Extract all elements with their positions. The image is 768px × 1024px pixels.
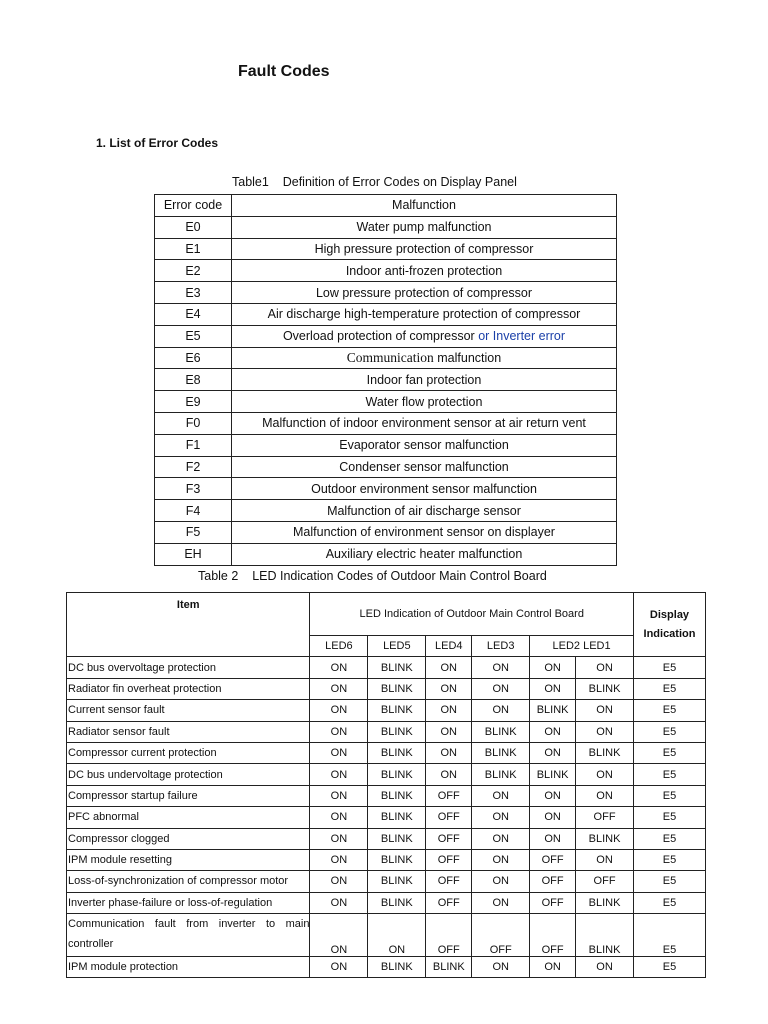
led-state-cell: ON — [472, 849, 530, 870]
table-row — [67, 871, 706, 892]
table-row — [67, 742, 706, 763]
table-row — [67, 700, 706, 721]
error-code: F3 — [155, 478, 232, 500]
table-row — [155, 478, 617, 500]
led-state-cell: ON — [530, 678, 576, 699]
display-indication-cell: E5 — [634, 957, 706, 978]
led-state-cell: OFF — [530, 914, 576, 957]
table-row — [67, 828, 706, 849]
led-state-cell: BLINK — [368, 678, 426, 699]
led-state-cell: ON — [310, 700, 368, 721]
table-row — [155, 434, 617, 456]
led-state-cell: ON — [426, 678, 472, 699]
led-state-cell: ON — [576, 785, 634, 806]
display-indication-cell: E5 — [634, 892, 706, 913]
led-state-cell: ON — [530, 721, 576, 742]
display-indication-cell: E5 — [634, 785, 706, 806]
led-state-cell: OFF — [426, 914, 472, 957]
led-state-cell: ON — [472, 807, 530, 828]
header-led5: LED5 — [368, 636, 426, 657]
display-indication-cell: E5 — [634, 849, 706, 870]
led-state-cell: OFF — [426, 871, 472, 892]
error-code: F2 — [155, 456, 232, 478]
led-state-cell: ON — [472, 657, 530, 678]
led-state-cell: ON — [576, 657, 634, 678]
error-code: E5 — [155, 325, 232, 347]
led-state-cell: ON — [426, 764, 472, 785]
table-row — [155, 456, 617, 478]
led-state-cell: ON — [576, 849, 634, 870]
led-state-cell: ON — [576, 721, 634, 742]
display-indication-cell: E5 — [634, 871, 706, 892]
table-row — [67, 807, 706, 828]
error-code: F1 — [155, 434, 232, 456]
led-state-cell: ON — [530, 807, 576, 828]
led-state-cell: BLINK — [576, 828, 634, 849]
led-state-cell: ON — [472, 785, 530, 806]
display-indication-cell: E5 — [634, 828, 706, 849]
led-state-cell: OFF — [530, 871, 576, 892]
led-state-cell: BLINK — [576, 914, 634, 957]
header-led6: LED6 — [310, 636, 368, 657]
led-state-cell: ON — [310, 721, 368, 742]
led-state-cell: ON — [310, 807, 368, 828]
led-state-cell: OFF — [426, 849, 472, 870]
malfunction-text: malfunction — [433, 350, 502, 365]
led-state-cell: ON — [310, 678, 368, 699]
header-led4: LED4 — [426, 636, 472, 657]
led-state-cell: ON — [530, 785, 576, 806]
led-state-cell: ON — [310, 871, 368, 892]
display-indication-cell: E5 — [634, 764, 706, 785]
malfunction: Air discharge high-temperature protection of compressor — [232, 303, 617, 325]
error-code: E0 — [155, 216, 232, 238]
item-cell: Inverter phase-failure or loss-of-regulation — [67, 892, 310, 913]
led-state-cell: ON — [310, 892, 368, 913]
led-state-cell: ON — [310, 742, 368, 763]
display-indication-cell: E5 — [634, 700, 706, 721]
table-row — [155, 412, 617, 434]
header-led-group: LED Indication of Outdoor Main Control Board — [310, 593, 634, 636]
header-led3: LED3 — [472, 636, 530, 657]
led-state-cell: ON — [310, 657, 368, 678]
error-code: E9 — [155, 391, 232, 413]
led-state-cell: ON — [426, 721, 472, 742]
table-row — [67, 849, 706, 870]
item-cell: DC bus overvoltage protection — [67, 657, 310, 678]
table-row — [67, 957, 706, 978]
table-row — [67, 785, 706, 806]
led-state-cell: ON — [576, 764, 634, 785]
malfunction: Evaporator sensor malfunction — [232, 434, 617, 456]
item-cell: Radiator fin overheat protection — [67, 678, 310, 699]
malfunction — [232, 347, 617, 369]
item-cell: Compressor clogged — [67, 828, 310, 849]
error-code-table — [154, 194, 617, 566]
item-text-continued: controller — [68, 938, 114, 951]
section-heading: 1. List of Error Codes — [96, 136, 219, 150]
malfunction-text: Overload protection of compressor — [282, 329, 479, 344]
malfunction: Indoor anti-frozen protection — [232, 260, 617, 282]
error-code: F5 — [155, 521, 232, 543]
table-row — [67, 764, 706, 785]
item-cell — [67, 914, 310, 957]
table-row — [155, 391, 617, 413]
display-indication-cell: E5 — [634, 721, 706, 742]
table-row — [155, 369, 617, 391]
table-row — [155, 521, 617, 543]
header-error-code: Error code — [155, 195, 232, 217]
table-row — [155, 347, 617, 369]
display-indication-cell: E5 — [634, 657, 706, 678]
table-row — [155, 282, 617, 304]
led-state-cell: ON — [426, 700, 472, 721]
led-state-cell: OFF — [426, 892, 472, 913]
malfunction: Low pressure protection of compressor — [232, 282, 617, 304]
item-text: Communication fault from inverter to main — [68, 918, 310, 931]
malfunction: High pressure protection of compressor — [232, 238, 617, 260]
table-row — [67, 721, 706, 742]
item-cell: Loss-of-synchronization of compressor motor — [67, 871, 310, 892]
led-table-body — [67, 657, 706, 978]
led-state-cell: OFF — [426, 828, 472, 849]
led-state-cell: ON — [310, 914, 368, 957]
led-state-cell: BLINK — [426, 957, 472, 978]
item-cell: DC bus undervoltage protection — [67, 764, 310, 785]
led-state-cell: BLINK — [368, 657, 426, 678]
header-item: Item — [67, 593, 310, 657]
item-cell: Compressor startup failure — [67, 785, 310, 806]
led-state-cell: ON — [310, 828, 368, 849]
item-cell: IPM module protection — [67, 957, 310, 978]
header-display-indication — [634, 593, 706, 657]
header-display-line2: Indication — [643, 627, 696, 640]
led-state-cell: ON — [472, 700, 530, 721]
table-row — [155, 216, 617, 238]
led-state-cell: OFF — [472, 914, 530, 957]
malfunction: Malfunction of environment sensor on displayer — [232, 521, 617, 543]
table-row — [155, 238, 617, 260]
malfunction — [232, 325, 617, 347]
table2-caption: Table 2 LED Indication Codes of Outdoor Main Control Board — [198, 569, 547, 583]
led-state-cell: ON — [426, 657, 472, 678]
error-code: F0 — [155, 412, 232, 434]
malfunction-extra: or Inverter error — [478, 329, 566, 344]
table-row — [155, 303, 617, 325]
led-state-cell: OFF — [426, 807, 472, 828]
error-code: E6 — [155, 347, 232, 369]
table-row — [67, 678, 706, 699]
led-state-cell: BLINK — [368, 957, 426, 978]
led-state-cell: BLINK — [368, 700, 426, 721]
malfunction: Malfunction of air discharge sensor — [232, 500, 617, 522]
display-indication-cell: E5 — [634, 742, 706, 763]
led-state-cell: BLINK — [368, 764, 426, 785]
table-row — [67, 657, 706, 678]
item-cell: IPM module resetting — [67, 849, 310, 870]
led-state-cell: BLINK — [576, 742, 634, 763]
led-state-cell: ON — [576, 700, 634, 721]
malfunction: Auxiliary electric heater malfunction — [232, 543, 617, 565]
led-state-cell: BLINK — [368, 785, 426, 806]
led-state-cell: ON — [310, 785, 368, 806]
led-state-cell: ON — [472, 957, 530, 978]
error-code: E2 — [155, 260, 232, 282]
table-header-row — [67, 593, 706, 636]
error-code: F4 — [155, 500, 232, 522]
table-row — [67, 892, 706, 913]
page-title: Fault Codes — [238, 63, 330, 80]
led-state-cell: ON — [530, 657, 576, 678]
led-state-cell: BLINK — [368, 871, 426, 892]
display-indication-cell: E5 — [634, 678, 706, 699]
led-state-cell: BLINK — [368, 849, 426, 870]
malfunction: Malfunction of indoor environment sensor at air return vent — [232, 412, 617, 434]
header-led2-led1: LED2 LED1 — [530, 636, 634, 657]
item-cell: Radiator sensor fault — [67, 721, 310, 742]
led-state-cell: ON — [310, 957, 368, 978]
led-state-cell: OFF — [530, 892, 576, 913]
led-state-cell: ON — [472, 678, 530, 699]
led-state-cell: BLINK — [368, 828, 426, 849]
led-state-cell: OFF — [426, 785, 472, 806]
led-state-cell: ON — [472, 828, 530, 849]
display-indication-cell: E5 — [634, 807, 706, 828]
led-state-cell: ON — [530, 828, 576, 849]
item-cell: Current sensor fault — [67, 700, 310, 721]
led-state-cell: ON — [426, 742, 472, 763]
led-state-cell: BLINK — [530, 764, 576, 785]
header-malfunction: Malfunction — [232, 195, 617, 217]
led-state-cell: BLINK — [530, 700, 576, 721]
malfunction-serif: Communication — [346, 349, 434, 365]
led-state-cell: OFF — [530, 849, 576, 870]
led-indication-table — [66, 592, 706, 978]
led-state-cell: ON — [472, 871, 530, 892]
malfunction: Outdoor environment sensor malfunction — [232, 478, 617, 500]
led-state-cell: BLINK — [576, 678, 634, 699]
led-state-cell: ON — [310, 849, 368, 870]
led-state-cell: BLINK — [368, 721, 426, 742]
error-code: EH — [155, 543, 232, 565]
malfunction: Condenser sensor malfunction — [232, 456, 617, 478]
table-header-row — [155, 195, 617, 217]
led-state-cell: ON — [472, 892, 530, 913]
table-row — [155, 260, 617, 282]
error-code: E3 — [155, 282, 232, 304]
error-code: E4 — [155, 303, 232, 325]
led-state-cell: OFF — [576, 871, 634, 892]
led-state-cell: ON — [530, 742, 576, 763]
error-code: E1 — [155, 238, 232, 260]
led-state-cell: BLINK — [368, 807, 426, 828]
led-state-cell: BLINK — [368, 892, 426, 913]
table-row — [67, 914, 706, 957]
led-state-cell: OFF — [576, 807, 634, 828]
item-cell: Compressor current protection — [67, 742, 310, 763]
table-row — [155, 500, 617, 522]
error-code: E8 — [155, 369, 232, 391]
led-state-cell: BLINK — [368, 742, 426, 763]
malfunction: Water flow protection — [232, 391, 617, 413]
display-indication-cell: E5 — [634, 914, 706, 957]
led-state-cell: ON — [530, 957, 576, 978]
led-state-cell: BLINK — [576, 892, 634, 913]
item-cell: PFC abnormal — [67, 807, 310, 828]
led-state-cell: ON — [368, 914, 426, 957]
led-state-cell: ON — [576, 957, 634, 978]
table-row — [155, 543, 617, 565]
led-state-cell: BLINK — [472, 742, 530, 763]
malfunction: Water pump malfunction — [232, 216, 617, 238]
table-row — [155, 325, 617, 347]
led-state-cell: BLINK — [472, 764, 530, 785]
led-state-cell: BLINK — [472, 721, 530, 742]
led-state-cell: ON — [310, 764, 368, 785]
table1-caption: Table1 Definition of Error Codes on Display Panel — [232, 175, 517, 189]
header-display-line1: Display — [649, 608, 690, 621]
malfunction: Indoor fan protection — [232, 369, 617, 391]
